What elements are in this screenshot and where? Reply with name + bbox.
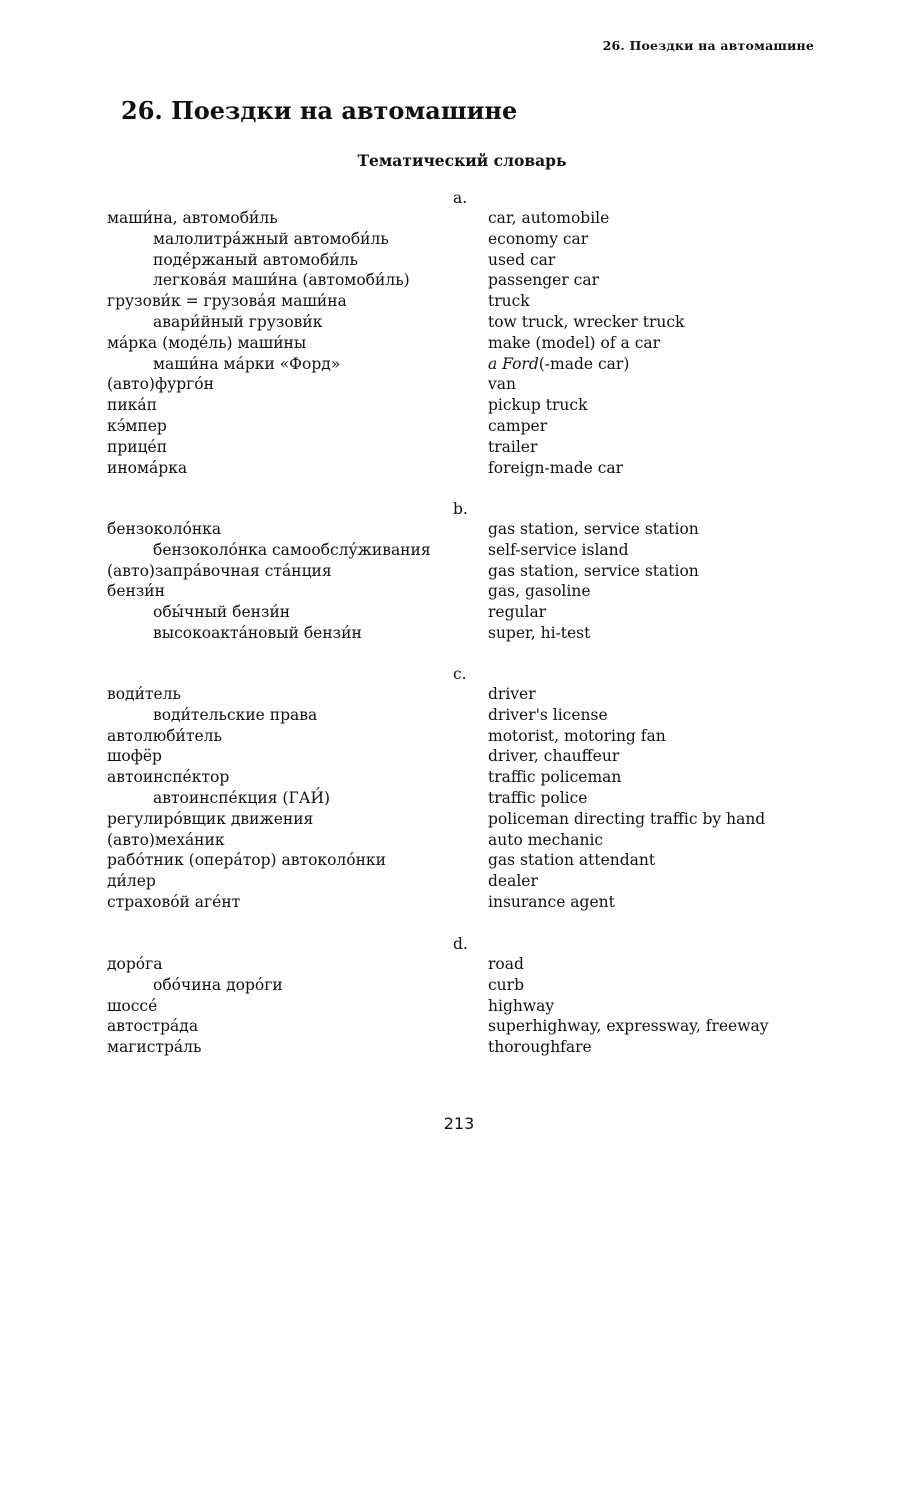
english-term: economy car [488,229,589,248]
english-term: gas station, service station [488,520,699,538]
chapter-title: 26. Поездки на автомашине [121,96,518,125]
glossary-row [0,892,918,913]
english-term: road [488,955,524,973]
russian-term: инома́рка [107,458,188,477]
glossary-row [0,726,918,747]
glossary-row [0,954,918,975]
glossary-row [0,705,918,726]
russian-term: води́тельские права [153,705,318,724]
english-term: superhighway, expressway, freeway [488,1017,769,1036]
russian-term: прице́п [107,437,168,456]
russian-term: обы́чный бензи́н [153,603,291,622]
russian-term: бензоколо́нка [107,520,222,538]
russian-term: шоссе́ [107,996,158,1015]
english-term: insurance agent [488,892,615,911]
glossary-row [0,850,918,871]
section-letter: d. [453,935,468,953]
glossary-row [0,312,918,333]
glossary-row [0,788,918,809]
glossary-subtitle: Тематический словарь [357,151,567,170]
glossary-row [0,1037,918,1058]
running-head: 26. Поездки на автомашине [602,38,814,53]
russian-term: маши́на ма́рки «Форд» [153,354,341,373]
russian-term: кэ́мпер [107,416,167,435]
glossary-row [0,809,918,830]
english-term: van [488,375,516,394]
glossary-row [0,1016,918,1037]
glossary-row [0,333,918,354]
russian-term: бензи́н [107,582,165,601]
glossary-row [0,416,918,437]
glossary-row [0,746,918,767]
glossary-row [0,540,918,561]
english-term: tow truck, wrecker truck [488,312,685,331]
section-letter: a. [453,189,468,207]
english-term: auto mechanic [488,830,604,849]
english-term [488,354,629,375]
russian-term: води́тель [107,685,181,703]
russian-term: авари́йный грузови́к [153,312,323,331]
russian-term: автостра́да [107,1017,199,1036]
english-term: gas, gasoline [488,582,591,601]
glossary-row [0,975,918,996]
english-term: pickup truck [488,396,588,415]
russian-term: пика́п [107,396,157,415]
english-term: driver, chauffeur [488,747,620,766]
glossary-row [0,250,918,271]
english-term: regular [488,603,547,622]
english-term: driver's license [488,705,608,724]
russian-term: ди́лер [107,872,156,891]
glossary-row [0,208,918,229]
glossary-row [0,767,918,788]
english-term: policeman directing traffic by hand [488,809,766,828]
english-term: car, automobile [488,209,610,227]
glossary-row [0,581,918,602]
glossary-row [0,996,918,1017]
english-term: super, hi-test [488,623,591,642]
glossary-row [0,458,918,479]
glossary-row [0,602,918,623]
russian-term: подéржаный автомоби́ль [153,250,358,269]
russian-term: страхово́й аге́нт [107,892,241,911]
page-number: 213 [443,1114,475,1133]
glossary-row [0,395,918,416]
english-term: traffic policeman [488,768,622,787]
english-term: make (model) of a car [488,333,661,352]
russian-term: ма́рка (моде́ль) маши́ны [107,333,307,352]
english-term: truck [488,292,530,311]
glossary-row [0,229,918,250]
russian-term: малолитра́жный автомоби́ль [153,229,389,248]
english-term: camper [488,416,548,435]
glossary-row [0,871,918,892]
glossary-row [0,561,918,582]
glossary-row [0,684,918,705]
glossary-row [0,270,918,291]
glossary-row [0,354,918,375]
russian-term: обо́чина доро́ги [153,975,283,994]
english-term-italic: a Ford [488,354,539,373]
section-letter: b. [453,500,468,518]
english-term: gas station, service station [488,561,699,580]
english-term: traffic police [488,788,588,807]
glossary-row [0,830,918,851]
russian-term: грузови́к = грузова́я маши́на [107,292,347,311]
english-term: used car [488,250,556,269]
russian-term: маши́на, автомоби́ль [107,209,278,227]
russian-term: бензоколо́нка самообслу́живания [153,540,431,559]
english-term: gas station attendant [488,851,656,870]
english-term: passenger car [488,271,599,290]
russian-term: автоинспе́кция (ГАИ́) [153,788,331,807]
russian-term: (авто)фурго́н [107,375,214,394]
russian-term: регулиро́вщик движения [107,809,314,828]
russian-term: (авто)запра́вочная ста́нция [107,561,332,580]
russian-term: доро́га [107,955,163,973]
glossary-row [0,291,918,312]
english-term: thoroughfare [488,1038,592,1057]
russian-term: шофёр [107,747,162,766]
glossary-row [0,374,918,395]
russian-term: (авто)меха́ник [107,830,225,849]
glossary-row [0,437,918,458]
russian-term: легкова́я маши́на (автомоби́ль) [153,271,410,290]
glossary-row [0,623,918,644]
russian-term: рабо́тник (опера́тор) автоколо́нки [107,851,386,870]
english-term: highway [488,996,555,1015]
russian-term: автолюби́тель [107,726,222,745]
english-term: self-service island [488,540,629,559]
glossary-row [0,519,918,540]
english-term: foreign-made car [488,458,624,477]
russian-term: магистра́ль [107,1038,202,1057]
russian-term: высокоакта́новый бензи́н [153,623,362,642]
english-term: trailer [488,437,538,456]
section-letter: c. [453,665,467,683]
english-term: driver [488,685,536,703]
english-term: motorist, motoring fan [488,726,666,745]
english-term-rest: (-made car) [538,354,630,373]
russian-term: автоинспе́ктор [107,768,230,787]
english-term: curb [488,975,524,994]
english-term: dealer [488,872,538,891]
